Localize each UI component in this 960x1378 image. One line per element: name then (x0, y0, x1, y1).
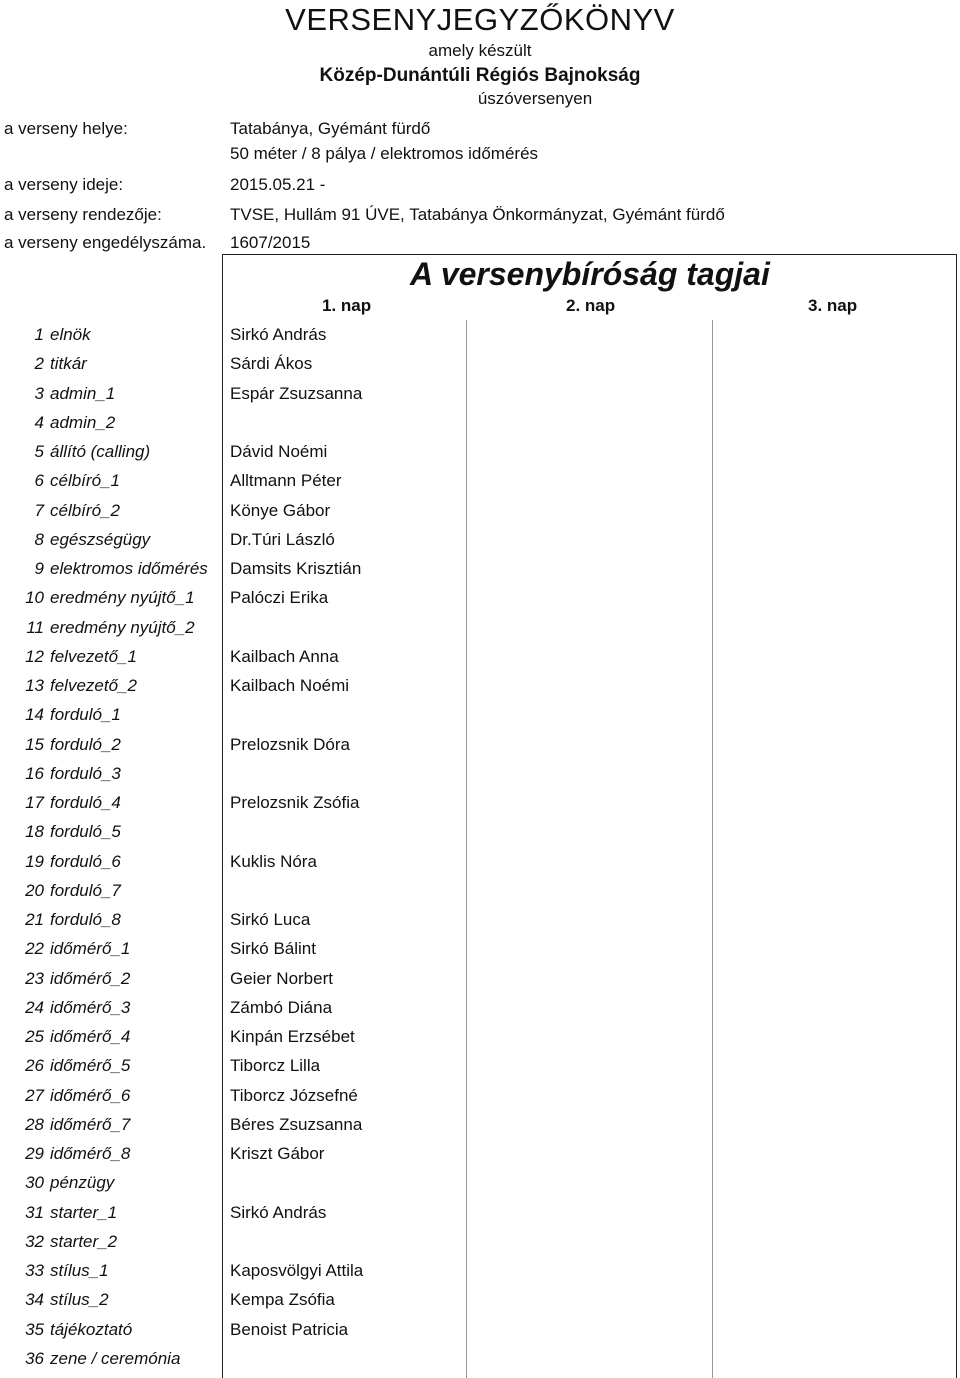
row-member-name: Kriszt Gábor (230, 1144, 325, 1163)
row-member-name: Könye Gábor (230, 501, 331, 520)
row-number: 30 (25, 1173, 44, 1192)
row-role: zene / ceremónia (50, 1349, 181, 1368)
row-member-name: Kinpán Erzsébet (230, 1027, 355, 1046)
row-number: 34 (25, 1290, 44, 1309)
venue-value: Tatabánya, Gyémánt fürdő (230, 119, 431, 138)
jury-box-left-border (222, 254, 223, 1378)
row-role: forduló_3 (50, 764, 121, 783)
venue-label: a verseny helye: (4, 119, 128, 138)
row-role: egészségügy (50, 530, 151, 549)
row-number: 3 (34, 384, 44, 403)
subtitle-line-3: úszóversenyen (477, 89, 593, 108)
day-2-header: 2. nap (566, 296, 616, 315)
row-role: időmérő_3 (50, 998, 131, 1017)
row-member-name: Kaposvölgyi Attila (230, 1261, 364, 1280)
row-role: forduló_7 (50, 881, 121, 900)
row-role: starter_1 (50, 1203, 118, 1222)
jury-box-right-border (956, 254, 957, 1378)
permit-label: a verseny engedélyszáma. (4, 233, 207, 252)
row-role: forduló_6 (50, 852, 121, 871)
row-number: 15 (25, 735, 44, 754)
row-role: célbíró_2 (50, 501, 120, 520)
row-number: 17 (25, 793, 44, 812)
row-member-name: Espár Zsuzsanna (230, 384, 363, 403)
row-number: 26 (25, 1056, 44, 1075)
row-role: stílus_1 (50, 1261, 109, 1280)
row-number: 27 (25, 1086, 44, 1105)
day-column-divider (712, 320, 713, 1378)
organizer-value: TVSE, Hullám 91 ÚVE, Tatabánya Önkormányzat, Gyémánt fürdő (230, 205, 725, 224)
row-number: 8 (34, 530, 44, 549)
row-member-name: Alltmann Péter (230, 471, 342, 490)
row-role: admin_2 (50, 413, 116, 432)
row-member-name: Béres Zsuzsanna (230, 1115, 363, 1134)
row-number: 19 (25, 852, 44, 871)
row-role: időmérő_4 (50, 1027, 131, 1046)
row-role: időmérő_1 (50, 939, 131, 958)
row-role: eredmény nyújtő_1 (50, 588, 195, 607)
row-number: 20 (25, 881, 44, 900)
row-role: titkár (50, 354, 87, 373)
row-member-name: Damsits Krisztián (230, 559, 362, 578)
row-role: eredmény nyújtő_2 (50, 618, 195, 637)
row-member-name: Prelozsnik Zsófia (230, 793, 360, 812)
row-number: 6 (34, 471, 44, 490)
row-role: pénzügy (50, 1173, 115, 1192)
row-member-name: Palóczi Erika (230, 588, 329, 607)
row-member-name: Kailbach Noémi (230, 676, 350, 695)
row-member-name: Kailbach Anna (230, 647, 339, 666)
row-number: 1 (34, 325, 44, 344)
row-member-name: Dr.Túri László (230, 530, 335, 549)
row-role: tájékoztató (50, 1320, 133, 1339)
organizer-label: a verseny rendezője: (4, 205, 162, 224)
row-role: elektromos időmérés (50, 559, 208, 578)
day-1-header: 1. nap (322, 296, 372, 315)
venue-detail: 50 méter / 8 pálya / elektromos időmérés (230, 144, 539, 163)
row-number: 11 (26, 618, 44, 637)
row-number: 18 (25, 822, 44, 841)
day-column-divider (466, 320, 467, 1378)
row-number: 14 (25, 705, 44, 724)
row-number: 23 (25, 969, 44, 988)
row-role: stílus_2 (50, 1290, 109, 1309)
row-role: elnök (50, 325, 91, 344)
row-member-name: Tiborcz Józsefné (230, 1086, 358, 1105)
row-member-name: Sirkó András (230, 1203, 327, 1222)
date-value: 2015.05.21 - (230, 175, 326, 194)
row-number: 32 (25, 1232, 44, 1251)
row-member-name: Zámbó Diána (230, 998, 333, 1017)
row-role: starter_2 (50, 1232, 118, 1251)
row-role: forduló_4 (50, 793, 121, 812)
permit-value: 1607/2015 (230, 233, 311, 252)
row-number: 16 (25, 764, 44, 783)
row-number: 22 (25, 939, 44, 958)
row-number: 9 (34, 559, 44, 578)
row-role: forduló_5 (50, 822, 121, 841)
row-number: 28 (25, 1115, 44, 1134)
row-member-name: Prelozsnik Dóra (230, 735, 350, 754)
row-role: forduló_1 (50, 705, 121, 724)
row-role: időmérő_7 (50, 1115, 131, 1134)
row-role: időmérő_5 (50, 1056, 131, 1075)
row-role: időmérő_2 (50, 969, 131, 988)
document-title: VERSENYJEGYZŐKÖNYV (285, 2, 675, 37)
row-role: állító (calling) (50, 442, 151, 461)
competition-name: Közép-Dunántúli Régiós Bajnokság (319, 65, 641, 86)
row-number: 24 (25, 998, 44, 1017)
row-role: időmérő_6 (50, 1086, 131, 1105)
row-member-name: Dávid Noémi (230, 442, 328, 461)
row-number: 7 (34, 501, 44, 520)
row-member-name: Benoist Patricia (230, 1320, 349, 1339)
row-number: 33 (25, 1261, 44, 1280)
day-3-header: 3. nap (808, 296, 858, 315)
row-role: forduló_2 (50, 735, 121, 754)
row-number: 29 (25, 1144, 44, 1163)
row-number: 25 (25, 1027, 44, 1046)
row-member-name: Kempa Zsófia (230, 1290, 335, 1309)
subtitle-line-1: amely készült (428, 41, 532, 60)
row-number: 5 (34, 442, 44, 461)
row-role: időmérő_8 (50, 1144, 131, 1163)
row-member-name: Tiborcz Lilla (230, 1056, 321, 1075)
row-member-name: Geier Norbert (230, 969, 333, 988)
row-number: 13 (25, 676, 44, 695)
row-role: felvezető_2 (50, 676, 137, 695)
jury-title: A versenybíróság tagjai (410, 256, 770, 292)
row-number: 12 (25, 647, 44, 666)
row-number: 31 (25, 1203, 44, 1222)
row-member-name: Sirkó Luca (230, 910, 311, 929)
row-number: 2 (34, 354, 44, 373)
row-number: 36 (25, 1349, 44, 1368)
row-role: felvezető_1 (50, 647, 137, 666)
row-member-name: Kuklis Nóra (230, 852, 317, 871)
row-member-name: Sirkó Bálint (230, 939, 316, 958)
row-member-name: Sárdi Ákos (230, 354, 313, 373)
row-number: 21 (25, 910, 44, 929)
row-member-name: Sirkó András (230, 325, 327, 344)
row-role: admin_1 (50, 384, 116, 403)
jury-box-top-border (222, 254, 957, 255)
row-number: 4 (34, 413, 44, 432)
row-number: 10 (25, 588, 44, 607)
date-label: a verseny ideje: (4, 175, 124, 194)
row-role: forduló_8 (50, 910, 121, 929)
row-role: célbíró_1 (50, 471, 120, 490)
row-number: 35 (25, 1320, 44, 1339)
